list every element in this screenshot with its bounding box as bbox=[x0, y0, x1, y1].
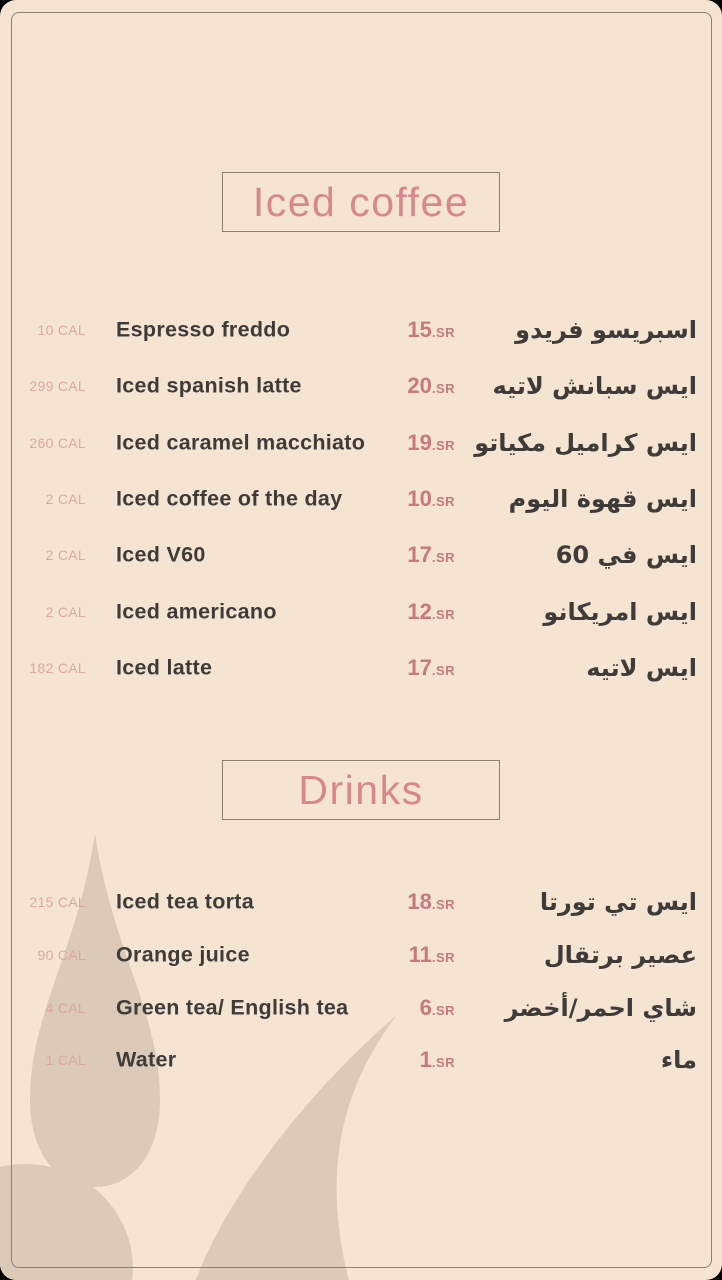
price-value: 17 bbox=[407, 654, 432, 680]
calories-label: 215 CAL bbox=[29, 894, 86, 911]
calories-label: 2 CAL bbox=[45, 603, 86, 620]
menu-item-row bbox=[0, 302, 722, 358]
menu-item-row bbox=[0, 583, 722, 639]
item-name-ar: ايس سبانش لاتيه bbox=[492, 372, 697, 401]
menu-item-row bbox=[0, 358, 722, 414]
item-name-en: Green tea/ English tea bbox=[116, 995, 349, 1020]
item-price bbox=[270, 317, 455, 343]
price-currency: .SR bbox=[431, 437, 455, 453]
section-title-box bbox=[222, 172, 500, 232]
item-price bbox=[270, 486, 455, 512]
price-currency: .SR bbox=[431, 606, 455, 622]
price-currency: .SR bbox=[431, 381, 455, 397]
item-price bbox=[270, 373, 455, 399]
price-value: 19 bbox=[407, 429, 432, 455]
price-value: 1 bbox=[419, 1047, 432, 1073]
price-currency: .SR bbox=[431, 897, 455, 913]
price-currency: .SR bbox=[431, 1002, 455, 1018]
menu-item-row bbox=[0, 415, 722, 471]
price-value: 20 bbox=[407, 373, 432, 399]
section-title: Drinks bbox=[298, 766, 424, 813]
menu-item-row bbox=[0, 1034, 722, 1087]
item-name-ar: ايس لاتيه bbox=[586, 653, 697, 682]
price-currency: .SR bbox=[431, 662, 455, 678]
item-name-en: Water bbox=[116, 1047, 177, 1072]
price-value: 6 bbox=[419, 994, 432, 1020]
calories-label: 90 CAL bbox=[37, 947, 86, 964]
calories-label: 2 CAL bbox=[45, 491, 86, 508]
menu-rows bbox=[0, 302, 722, 696]
item-price bbox=[270, 655, 455, 681]
item-price bbox=[270, 430, 455, 456]
item-price bbox=[270, 599, 455, 625]
item-price bbox=[270, 889, 455, 915]
item-name-en: Iced americano bbox=[116, 599, 277, 624]
item-price bbox=[270, 995, 455, 1021]
section-title-box bbox=[222, 760, 500, 820]
item-name-en: Iced V60 bbox=[116, 542, 206, 567]
item-name-ar: شاي احمر/أخضر bbox=[504, 993, 697, 1022]
item-name-ar: ماء bbox=[660, 1046, 697, 1075]
item-name-ar: اسبريسو فريدو bbox=[515, 316, 697, 345]
price-value: 10 bbox=[407, 486, 432, 512]
calories-label: 299 CAL bbox=[29, 378, 86, 395]
menu-item-row bbox=[0, 876, 722, 929]
section-title: Iced coffee bbox=[252, 178, 470, 225]
price-currency: .SR bbox=[431, 950, 455, 966]
item-name-ar: ايس امريكانو bbox=[543, 597, 697, 626]
menu-item-row bbox=[0, 471, 722, 527]
item-price bbox=[270, 1047, 455, 1073]
price-currency: .SR bbox=[431, 550, 455, 566]
menu-item-row bbox=[0, 929, 722, 982]
item-price bbox=[270, 542, 455, 568]
price-currency: .SR bbox=[431, 494, 455, 510]
item-name-ar: عصير برتقال bbox=[543, 941, 697, 970]
item-name-ar: ايس قهوة اليوم bbox=[508, 485, 697, 514]
calories-label: 4 CAL bbox=[45, 999, 86, 1016]
item-name-en: Espresso freddo bbox=[116, 317, 291, 342]
item-price bbox=[270, 942, 455, 968]
menu-item-row bbox=[0, 527, 722, 583]
item-name-ar: ايس كراميل مكياتو bbox=[474, 428, 697, 457]
item-name-en: Orange juice bbox=[116, 942, 250, 967]
price-value: 15 bbox=[407, 317, 432, 343]
price-value: 12 bbox=[407, 598, 432, 624]
price-value: 18 bbox=[407, 889, 432, 915]
calories-label: 10 CAL bbox=[37, 322, 86, 339]
calories-label: 260 CAL bbox=[29, 434, 86, 451]
price-value: 17 bbox=[407, 542, 432, 568]
calories-label: 2 CAL bbox=[45, 547, 86, 564]
calories-label: 1 CAL bbox=[45, 1052, 86, 1069]
item-name-ar: ايس في 60 bbox=[555, 541, 697, 570]
price-value: 11 bbox=[408, 942, 432, 968]
item-name-en: Iced caramel macchiato bbox=[116, 430, 366, 455]
price-currency: .SR bbox=[431, 325, 455, 341]
price-currency: .SR bbox=[431, 1055, 455, 1071]
item-name-en: Iced tea torta bbox=[116, 889, 255, 914]
calories-label: 182 CAL bbox=[29, 659, 86, 676]
menu-item-row bbox=[0, 981, 722, 1034]
item-name-ar: ايس تي تورتا bbox=[539, 888, 697, 917]
item-name-en: Iced spanish latte bbox=[116, 373, 302, 398]
item-name-en: Iced latte bbox=[116, 655, 213, 680]
item-name-en: Iced coffee of the day bbox=[116, 486, 343, 511]
menu-item-row bbox=[0, 640, 722, 696]
menu-rows bbox=[0, 876, 722, 1087]
